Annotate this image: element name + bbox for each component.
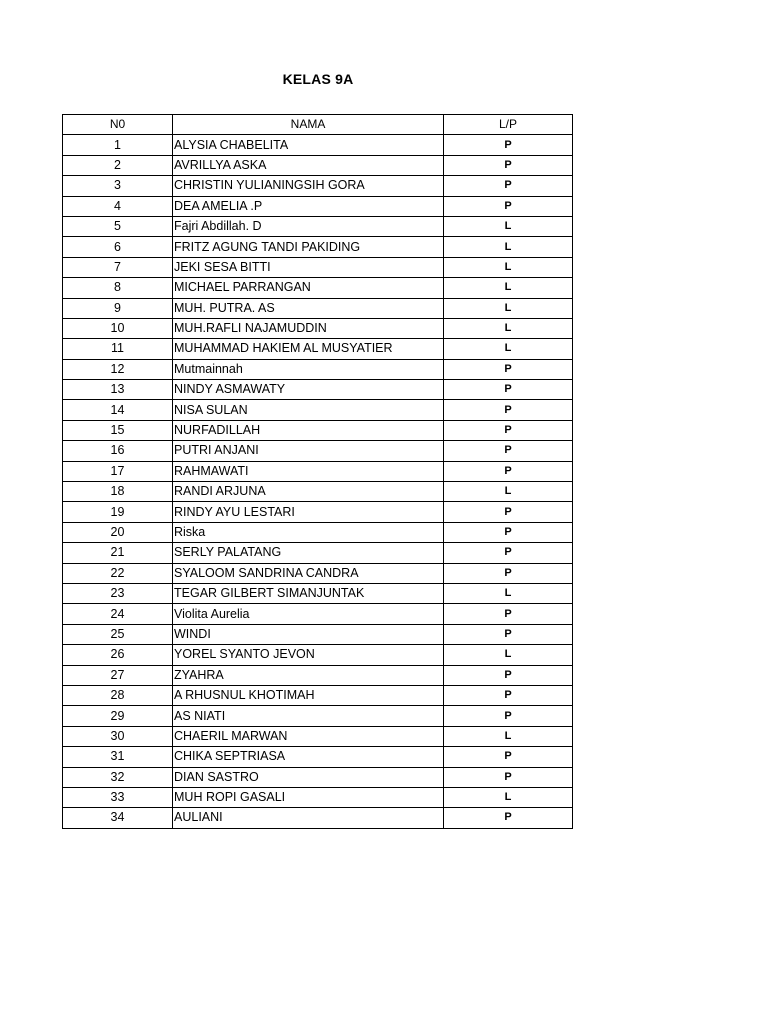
table-row bbox=[63, 318, 573, 338]
table-body bbox=[63, 135, 573, 828]
student-name-cell: AULIANI bbox=[173, 808, 444, 828]
gender-cell: L bbox=[444, 726, 573, 746]
student-name-cell: NINDY ASMAWATY bbox=[173, 380, 444, 400]
row-number-cell: 3 bbox=[63, 176, 173, 196]
gender-cell: P bbox=[444, 420, 573, 440]
table-row bbox=[63, 706, 573, 726]
gender-cell: P bbox=[444, 359, 573, 379]
row-number-cell: 15 bbox=[63, 420, 173, 440]
gender-cell: P bbox=[444, 624, 573, 644]
column-header-no: N0 bbox=[63, 115, 173, 135]
gender-cell: L bbox=[444, 216, 573, 236]
row-number-cell: 10 bbox=[63, 318, 173, 338]
row-number-cell: 22 bbox=[63, 563, 173, 583]
row-number-cell: 2 bbox=[63, 155, 173, 175]
gender-cell: L bbox=[444, 298, 573, 318]
table-row bbox=[63, 216, 573, 236]
row-number-cell: 20 bbox=[63, 522, 173, 542]
student-name-cell: WINDI bbox=[173, 624, 444, 644]
gender-cell: P bbox=[444, 380, 573, 400]
gender-cell: P bbox=[444, 808, 573, 828]
student-roster-table bbox=[62, 114, 573, 829]
gender-cell: L bbox=[444, 257, 573, 277]
student-name-cell: RAHMAWATI bbox=[173, 461, 444, 481]
student-name-cell: CHAERIL MARWAN bbox=[173, 726, 444, 746]
gender-cell: P bbox=[444, 135, 573, 155]
gender-cell: P bbox=[444, 196, 573, 216]
row-number-cell: 19 bbox=[63, 502, 173, 522]
row-number-cell: 21 bbox=[63, 543, 173, 563]
row-number-cell: 13 bbox=[63, 380, 173, 400]
table-header bbox=[63, 115, 573, 135]
table-row bbox=[63, 278, 573, 298]
table-row bbox=[63, 339, 573, 359]
table-row bbox=[63, 767, 573, 787]
gender-cell: P bbox=[444, 665, 573, 685]
table-row bbox=[63, 380, 573, 400]
row-number-cell: 33 bbox=[63, 787, 173, 807]
student-name-cell: DEA AMELIA .P bbox=[173, 196, 444, 216]
student-name-cell: CHRISTIN YULIANINGSIH GORA bbox=[173, 176, 444, 196]
row-number-cell: 5 bbox=[63, 216, 173, 236]
row-number-cell: 16 bbox=[63, 441, 173, 461]
row-number-cell: 27 bbox=[63, 665, 173, 685]
student-name-cell: ALYSIA CHABELITA bbox=[173, 135, 444, 155]
student-name-cell: RINDY AYU LESTARI bbox=[173, 502, 444, 522]
page-title: KELAS 9A bbox=[282, 71, 354, 87]
row-number-cell: 11 bbox=[63, 339, 173, 359]
gender-cell: P bbox=[444, 522, 573, 542]
row-number-cell: 23 bbox=[63, 583, 173, 603]
student-name-cell: FRITZ AGUNG TANDI PAKIDING bbox=[173, 237, 444, 257]
gender-cell: L bbox=[444, 787, 573, 807]
gender-cell: P bbox=[444, 461, 573, 481]
gender-cell: P bbox=[444, 400, 573, 420]
row-number-cell: 14 bbox=[63, 400, 173, 420]
row-number-cell: 8 bbox=[63, 278, 173, 298]
column-header-gender: L/P bbox=[444, 115, 573, 135]
student-name-cell: SERLY PALATANG bbox=[173, 543, 444, 563]
row-number-cell: 28 bbox=[63, 685, 173, 705]
student-name-cell: MUH.RAFLI NAJAMUDDIN bbox=[173, 318, 444, 338]
row-number-cell: 17 bbox=[63, 461, 173, 481]
table-row bbox=[63, 155, 573, 175]
gender-cell: L bbox=[444, 583, 573, 603]
table-row bbox=[63, 441, 573, 461]
table-row bbox=[63, 522, 573, 542]
student-name-cell: Riska bbox=[173, 522, 444, 542]
student-name-cell: MUH ROPI GASALI bbox=[173, 787, 444, 807]
gender-cell: P bbox=[444, 604, 573, 624]
table-row bbox=[63, 196, 573, 216]
row-number-cell: 25 bbox=[63, 624, 173, 644]
gender-cell: P bbox=[444, 767, 573, 787]
student-name-cell: MICHAEL PARRANGAN bbox=[173, 278, 444, 298]
table-row bbox=[63, 257, 573, 277]
column-header-name: NAMA bbox=[173, 115, 444, 135]
student-name-cell: PUTRI ANJANI bbox=[173, 441, 444, 461]
student-name-cell: MUHAMMAD HAKIEM AL MUSYATIER bbox=[173, 339, 444, 359]
gender-cell: P bbox=[444, 155, 573, 175]
student-name-cell: Fajri Abdillah. D bbox=[173, 216, 444, 236]
student-name-cell: Violita Aurelia bbox=[173, 604, 444, 624]
gender-cell: P bbox=[444, 685, 573, 705]
table-row bbox=[63, 808, 573, 828]
table-row bbox=[63, 726, 573, 746]
student-name-cell: NURFADILLAH bbox=[173, 420, 444, 440]
student-name-cell: TEGAR GILBERT SIMANJUNTAK bbox=[173, 583, 444, 603]
table-row bbox=[63, 502, 573, 522]
student-name-cell: AVRILLYA ASKA bbox=[173, 155, 444, 175]
gender-cell: P bbox=[444, 563, 573, 583]
student-name-cell: CHIKA SEPTRIASA bbox=[173, 747, 444, 767]
table-row bbox=[63, 624, 573, 644]
student-name-cell: SYALOOM SANDRINA CANDRA bbox=[173, 563, 444, 583]
gender-cell: P bbox=[444, 502, 573, 522]
student-name-cell: YOREL SYANTO JEVON bbox=[173, 645, 444, 665]
row-number-cell: 32 bbox=[63, 767, 173, 787]
student-name-cell: A RHUSNUL KHOTIMAH bbox=[173, 685, 444, 705]
gender-cell: L bbox=[444, 318, 573, 338]
student-name-cell: AS NIATI bbox=[173, 706, 444, 726]
row-number-cell: 34 bbox=[63, 808, 173, 828]
gender-cell: P bbox=[444, 747, 573, 767]
row-number-cell: 24 bbox=[63, 604, 173, 624]
row-number-cell: 6 bbox=[63, 237, 173, 257]
student-name-cell: Mutmainnah bbox=[173, 359, 444, 379]
table-row bbox=[63, 665, 573, 685]
gender-cell: L bbox=[444, 339, 573, 359]
row-number-cell: 26 bbox=[63, 645, 173, 665]
table-row bbox=[63, 685, 573, 705]
row-number-cell: 30 bbox=[63, 726, 173, 746]
row-number-cell: 29 bbox=[63, 706, 173, 726]
student-name-cell: JEKI SESA BITTI bbox=[173, 257, 444, 277]
row-number-cell: 12 bbox=[63, 359, 173, 379]
student-name-cell: MUH. PUTRA. AS bbox=[173, 298, 444, 318]
gender-cell: L bbox=[444, 482, 573, 502]
table-row bbox=[63, 747, 573, 767]
row-number-cell: 9 bbox=[63, 298, 173, 318]
table-row bbox=[63, 237, 573, 257]
student-name-cell: ZYAHRA bbox=[173, 665, 444, 685]
header-row bbox=[63, 115, 573, 135]
table-row bbox=[63, 583, 573, 603]
row-number-cell: 4 bbox=[63, 196, 173, 216]
table-row bbox=[63, 176, 573, 196]
table-row bbox=[63, 400, 573, 420]
table-row bbox=[63, 645, 573, 665]
student-name-cell: NISA SULAN bbox=[173, 400, 444, 420]
table-row bbox=[63, 461, 573, 481]
row-number-cell: 1 bbox=[63, 135, 173, 155]
gender-cell: L bbox=[444, 237, 573, 257]
row-number-cell: 18 bbox=[63, 482, 173, 502]
gender-cell: P bbox=[444, 441, 573, 461]
table-row bbox=[63, 420, 573, 440]
table-row bbox=[63, 135, 573, 155]
gender-cell: P bbox=[444, 176, 573, 196]
row-number-cell: 31 bbox=[63, 747, 173, 767]
student-name-cell: RANDI ARJUNA bbox=[173, 482, 444, 502]
table-row bbox=[63, 563, 573, 583]
table-row bbox=[63, 359, 573, 379]
row-number-cell: 7 bbox=[63, 257, 173, 277]
table-row bbox=[63, 298, 573, 318]
table-row bbox=[63, 482, 573, 502]
gender-cell: L bbox=[444, 645, 573, 665]
table-row bbox=[63, 543, 573, 563]
gender-cell: P bbox=[444, 706, 573, 726]
table-row bbox=[63, 787, 573, 807]
gender-cell: L bbox=[444, 278, 573, 298]
student-name-cell: DIAN SASTRO bbox=[173, 767, 444, 787]
gender-cell: P bbox=[444, 543, 573, 563]
table-row bbox=[63, 604, 573, 624]
